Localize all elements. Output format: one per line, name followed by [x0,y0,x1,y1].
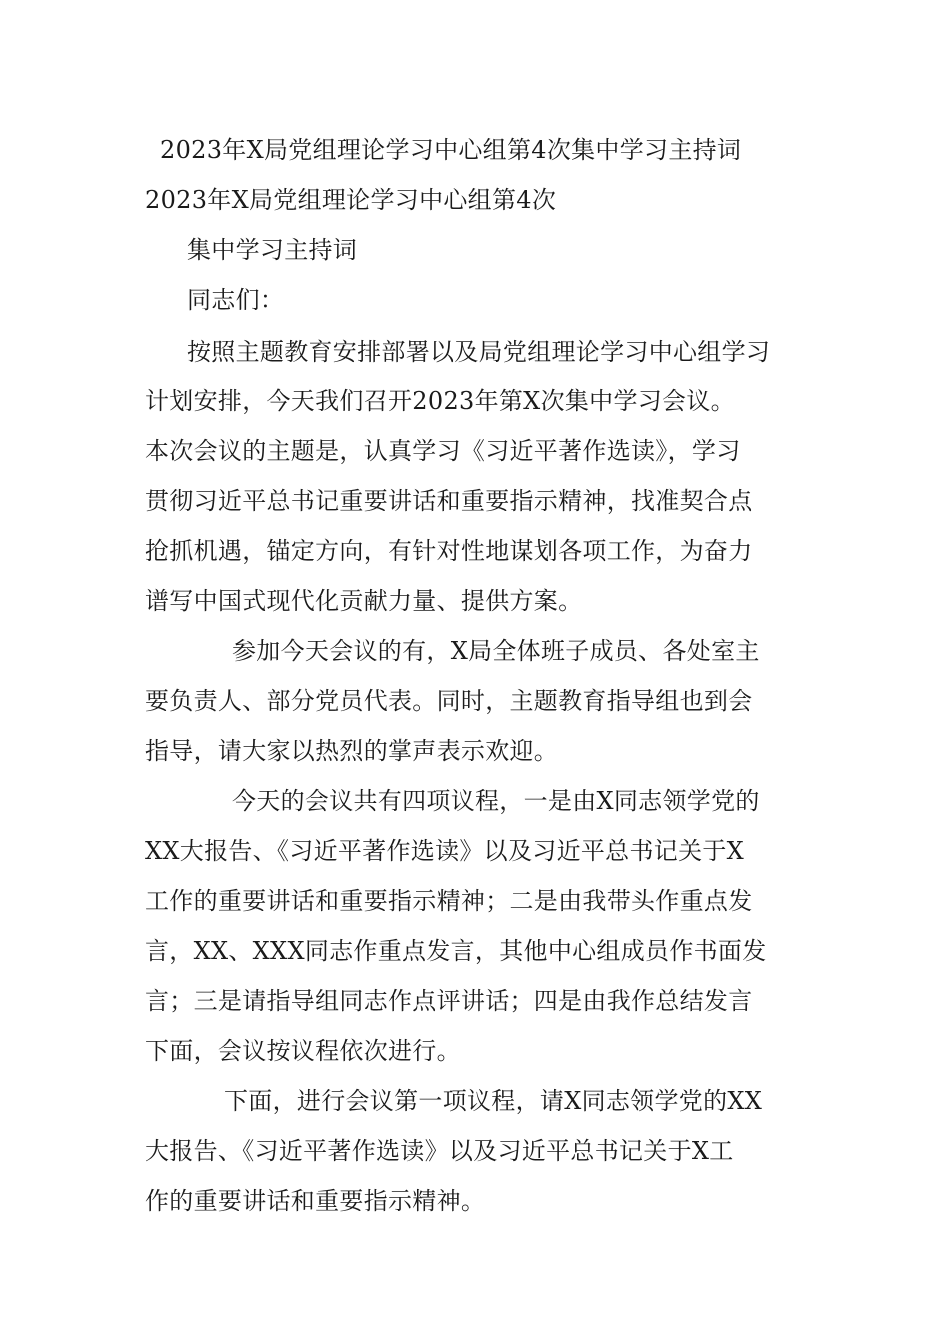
body-line: 要负责人、部分党员代表。同时，主题教育指导组也到会 [145,687,753,715]
body-line: 参加今天会议的有，X局全体班子成员、各处室主 [232,637,760,665]
body-line: 指导，请大家以热烈的掌声表示欢迎。 [145,737,559,765]
body-line: 计划安排，今天我们召开2023年第X次集中学习会议。 [145,387,735,415]
body-line: 按照主题教育安排部署以及局党组理论学习中心组学习 [187,338,771,366]
body-line: 贯彻习近平总书记重要讲话和重要指示精神，找准契合点 [145,487,753,515]
body-line: 言，XX、XXX同志作重点发言，其他中心组成员作书面发 [145,937,767,965]
document-title: 2023年X局党组理论学习中心组第4次集中学习主持词 [160,136,742,164]
body-line: XX大报告、《习近平著作选读》以及习近平总书记关于X [145,837,745,865]
heading-line-2: 集中学习主持词 [187,236,358,264]
heading-line-1: 2023年X局党组理论学习中心组第4次 [145,186,557,214]
body-line: 下面，进行会议第一项议程，请X同志领学党的XX [224,1087,763,1115]
body-line: 大报告、《习近平著作选读》以及习近平总书记关于X工 [145,1137,734,1165]
body-line: 言；三是请指导组同志作点评讲话；四是由我作总结发言 [145,987,753,1015]
salutation: 同志们： [187,286,285,314]
body-line: 抢抓机遇，锚定方向，有针对性地谋划各项工作，为奋力 [145,537,753,565]
body-line: 谱写中国式现代化贡献力量、提供方案。 [145,587,583,615]
body-line: 本次会议的主题是，认真学习《习近平著作选读》，学习 [145,437,741,465]
body-line: 下面，会议按议程依次进行。 [145,1037,461,1065]
body-line: 工作的重要讲话和重要指示精神；二是由我带头作重点发 [145,887,753,915]
body-line: 今天的会议共有四项议程，一是由X同志领学党的 [232,787,760,815]
body-line: 作的重要讲话和重要指示精神。 [145,1187,486,1215]
